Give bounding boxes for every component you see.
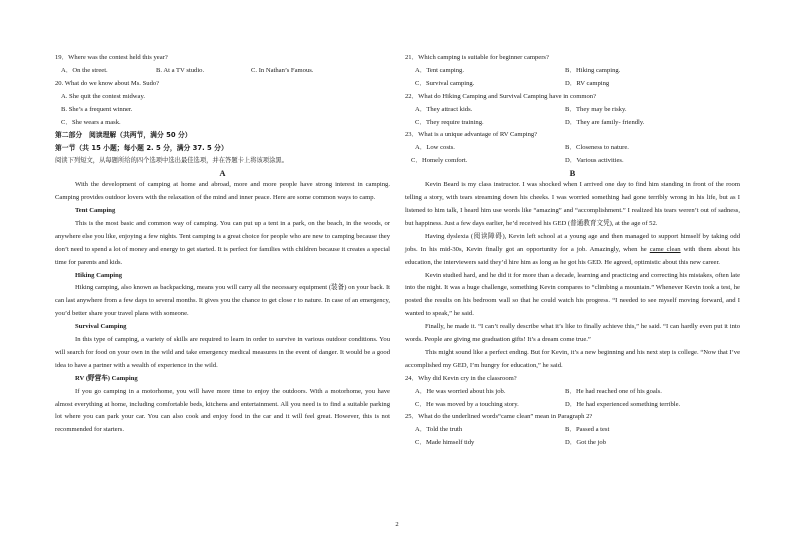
option-d: D．RV camping (565, 79, 610, 87)
option-c: C．Homely comfort. (411, 157, 468, 165)
question-24-stem: 24．Why did Kevin cry in the classroom? (405, 374, 517, 382)
question-23-stem: 23．What is a unique advantage of RV Camping? (405, 131, 538, 139)
option-a: A．He was worried about his job. (415, 387, 506, 395)
passage-b-paragraph-1: Kevin Beard is my class instructor. I was shocked when I arrived one day to find him standing in front of the room telling a story, with tears streaming down his cheeks. I was worried something had gone terribly wrong in his life, but as I listened to him talk, I heard him use words like “amazing” and “accomplishment.” I realized his tears weren’t out of sadness, but happiness. Just a few days earlier, he’d received his GED (普通教育文凭), at the age of 52. (405, 181, 740, 227)
option-b: B．He had reached one of his goals. (565, 387, 662, 395)
passage-b-paragraph-5: This might sound like a perfect ending. But for Kevin, it’s a new beginning and his next step is college. “Now that I’ve accomplished my GED, I’m hungry for education,” he said. (405, 348, 740, 369)
option-c: C．She wears a mask. (61, 118, 121, 126)
question-25-options-row-2 (405, 437, 740, 450)
option-a: A．Told the truth (415, 426, 463, 434)
option-b: B. At a TV studio. (156, 66, 205, 74)
option-a: A. She quit the contest midway. (61, 92, 145, 100)
option-c: C. In Nathan’s Famous. (251, 66, 314, 74)
option-c: C．They require training. (415, 118, 484, 126)
question-23-options-row-1 (405, 142, 740, 155)
subheading-hiking-camping: Hiking Camping (75, 271, 123, 279)
passage-a-intro: With the development of camping at home and abroad, more and more people have strong interest in camping. Camping provides outdoor lovers with the relaxation of the mind and inner peace. Here are some common ways to camp. (55, 181, 390, 202)
passage-b-paragraph-4: Finally, he made it. “I can’t really describe what it’s like to finally achieve this,” he said. “I can hardly even put it into words. People are giving me graduation gifts! It’s a dream come true.” (405, 323, 740, 344)
option-b: B．Closeness to nature. (565, 144, 629, 152)
question-21-stem: 21．Which camping is suitable for beginner campers? (405, 54, 549, 61)
paragraph-tent-camping: This is the most basic and common way of camping. You can put up a tent in a park, on the beach, in the woods, or anywhere else you like, enjoying a few nights. Tent camping is a great choice for people who are new to camping because they don’t need to spend a lot of money and energy to get started. It is perfect for families with children because it creates a special time for parents and kids. (55, 219, 390, 266)
question-25-options-row-1 (405, 424, 740, 437)
question-24-options-row-1 (405, 386, 740, 399)
option-a: A．Low costs. (415, 144, 455, 152)
subheading-tent-camping: Tent Camping (75, 206, 116, 214)
question-25-stem: 25．What do the underlined words“came clean” mean in Paragraph 2? (405, 413, 593, 421)
section-title: 第一节（共 15 小题；每小题 2. 5 分，满分 37. 5 分） (55, 144, 228, 153)
paragraph-2-text-after: with them about his education, the interviewers said they’d hire him as long as he got his GED. He agreed, optimistic about this new career. (405, 245, 740, 266)
question-19-stem: 19．Where was the contest held this year? (55, 54, 168, 61)
passage-b-paragraph-2 (405, 231, 740, 270)
option-a: A．They attract kids. (415, 105, 473, 113)
passage-b-paragraph-3: Kevin studied hard, and he did it for more than a decade, learning and practicing and correcting his mistakes, often late into the night. It was a huge challenge, something Kevin compares to “climbing a mountain.” Whenever Kevin took a test, he posted the results on his bedroom wall so that he could watch his progress. “I needed to see myself moving forward, and I wanted to speak,” he said. (405, 271, 740, 318)
option-c: C．Survival camping. (415, 79, 475, 87)
page-number: 2 (395, 521, 399, 528)
paragraph-2-text-before: Having dyslexia (阅读障碍), Kevin left school at a young age and then managed to support himself by taking odd jobs. In his mid-30s, Kevin finally got an opportunity for a job. Amazingly, when he (405, 232, 740, 253)
question-21-options-row-2 (405, 78, 740, 91)
question-19-options (55, 65, 390, 78)
question-22-stem: 22．What do Hiking Camping and Survival Camping have in common? (405, 92, 597, 100)
question-20-stem: 20. What do we know about Ms. Sudo? (55, 79, 160, 87)
question-24-options-row-2 (405, 399, 740, 412)
question-22-options-row-1 (405, 104, 740, 117)
paragraph-rv-camping: If you go camping in a motorhome, you will have more time to enjoy the outdoors. With a motorhome, you have almost everything at home, including comfortable beds, kitchens and entertainment. All you need is to find a suitable parking lot where you can park your car. You can also cook and enjoy food in the car and it will feel great. However, this is not recommended for starters. (55, 387, 390, 434)
passage-a-label: A (219, 168, 226, 179)
option-d: D．They are family- friendly. (565, 118, 645, 126)
option-d: D．Various activities. (565, 157, 624, 165)
option-b: B．Hiking camping. (565, 66, 621, 74)
paragraph-survival-camping: In this type of camping, a variety of skills are required to learn in order to survive in various outdoor conditions. You will search for food on your own in the wild and take emergency medical measures in the event of danger. It would be a good idea to have a partner with a wealth of experience in the wild. (55, 336, 390, 369)
underlined-words: came clean (649, 245, 681, 253)
subheading-rv-camping: RV (野营车) Camping (75, 374, 138, 382)
left-column (55, 52, 390, 437)
part-title: 第二部分 阅读理解（共两节，满分 50 分） (55, 131, 192, 140)
option-d: D．He had experienced something terrible. (565, 400, 681, 408)
option-c: C．He was moved by a touching story. (415, 400, 519, 408)
option-b: B．They may be risky. (565, 105, 627, 113)
question-23-options-row-2 (405, 155, 740, 168)
option-b: B. She’s a frequent winner. (61, 105, 133, 113)
question-21-options-row-1 (405, 65, 740, 78)
option-a: A．On the street. (61, 66, 108, 74)
option-d: D．Got the job (565, 439, 607, 447)
paragraph-hiking-camping: Hiking camping, also known as backpacking, means you will carry all the necessary equipment (装备) on your back. It can last anywhere from a few days to several months. It gives you the chance to get close r to nature. In case of an emergency, you’d better share your travel plans with someone. (55, 284, 390, 318)
option-c: C．Made himself tidy (415, 439, 475, 447)
passage-b-label: B (569, 168, 576, 179)
instructions: 阅读下列短文，从每题所给的四个选项中选出最佳选项，并在答题卡上将该项涂黑。 (55, 157, 288, 165)
question-22-options-row-2 (405, 117, 740, 130)
option-b: B．Passed a test (565, 426, 610, 434)
right-column (405, 52, 740, 450)
subheading-survival-camping: Survival Camping (75, 323, 127, 331)
option-a: A．Tent camping. (415, 66, 464, 74)
